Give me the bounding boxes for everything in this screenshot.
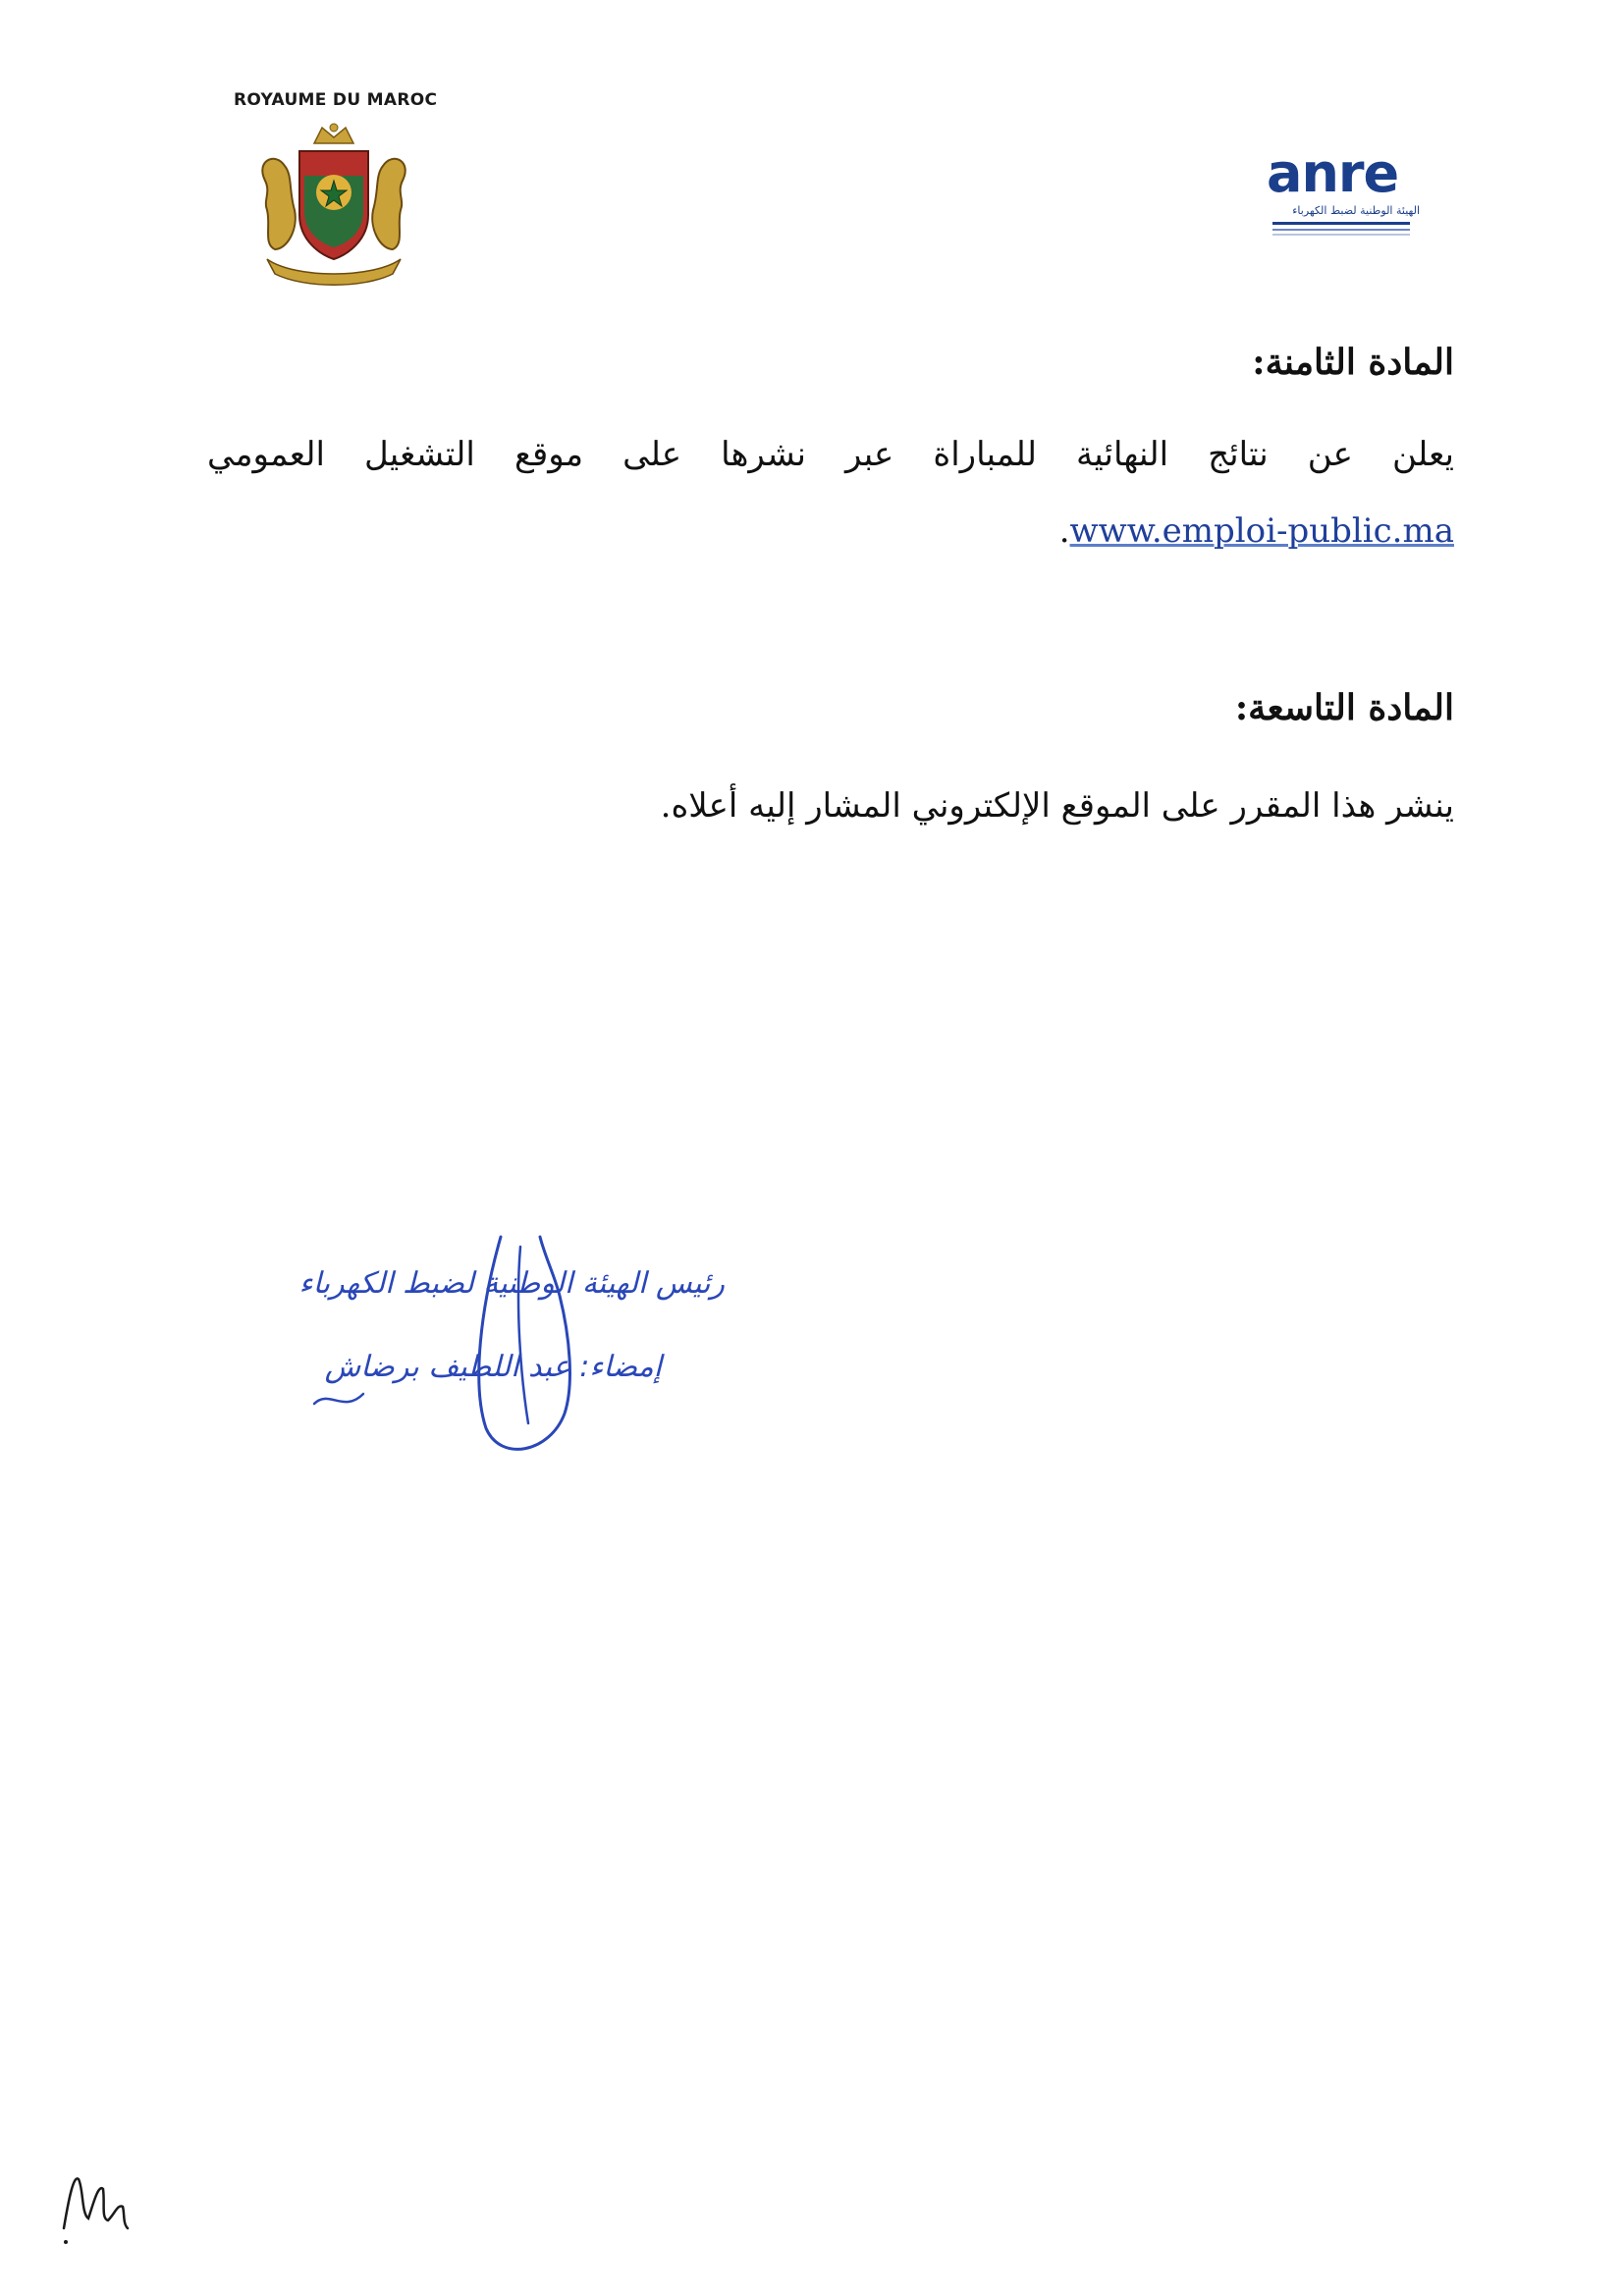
handwritten-initials-icon <box>54 2160 142 2248</box>
link-suffix: . <box>1058 511 1070 551</box>
signature-block <box>275 1217 736 1463</box>
article-8-text: يعلن عن نتائج النهائية للمباراة عبر نشرها على موقع التشغيل العمومي <box>207 435 1454 474</box>
article-8-link-line <box>1059 501 1454 561</box>
emploi-public-link[interactable]: www.emploi-public.ma <box>1069 511 1454 551</box>
anre-wordmark: anre <box>1267 142 1399 204</box>
anre-subtitle: الهيئة الوطنية لضبط الكهرباء <box>1272 204 1420 243</box>
signature-name: إمضاء: عبد اللطيف برضاش <box>324 1350 662 1384</box>
signature-title: رئيس الهيئة الوطنية لضبط الكهرباء <box>298 1266 725 1301</box>
kingdom-label: ROYAUME DU MAROC <box>234 90 438 110</box>
article-9-text: ينشر هذا المقرر على الموقع الإلكتروني المشار إليه أعلاه. <box>660 786 1454 826</box>
article-9-heading: المادة التاسعة: <box>1234 687 1454 728</box>
article-8-heading: المادة الثامنة: <box>1252 342 1454 383</box>
moroccan-coat-of-arms-icon <box>245 122 422 289</box>
handwritten-signature-icon <box>275 1217 736 1463</box>
anre-logo <box>1267 142 1434 255</box>
